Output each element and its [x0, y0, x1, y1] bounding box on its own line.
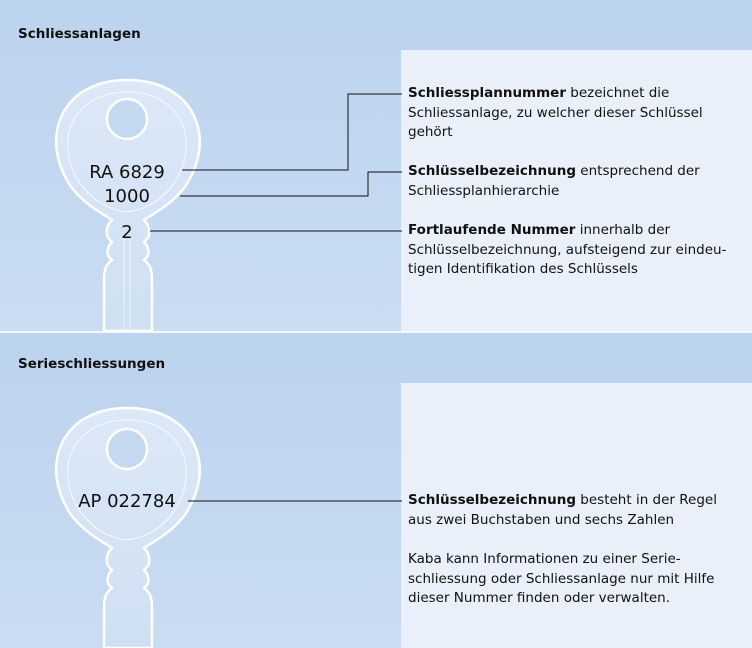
section-title-schliessanlagen: Schliessanlagen [18, 26, 141, 42]
description-item-5: Kaba kann Informationen zu einer Serie-schliessung oder Schliessanlage nur mit Hilfe dieser Nummer finden oder verwalten. [408, 551, 715, 606]
description-item-3: Fortlaufende Nummer innerhalb der Schlüsselbezeichnung, aufsteigend zur eindeu-tigen Identifikation des Schlüssels [408, 222, 727, 277]
key-illustration-1 [0, 0, 400, 331]
key-illustration-2 [0, 333, 400, 648]
description-item-1: Schliessplannummer bezeichnet die Schliessanlage, zu welcher dieser Schlüssel gehört [408, 85, 703, 140]
leader-line-1 [182, 94, 402, 170]
key-code-serie: AP 022784 [78, 491, 176, 512]
section-title-serieschliessungen: Serieschliessungen [18, 356, 166, 372]
key-hole-2 [107, 429, 147, 469]
key-sequence-number: 2 [121, 222, 133, 243]
description-item-2: Schlüsselbezeichnung entsprechend der Schliessplanhierarchie [408, 163, 700, 199]
key-code-line2: 1000 [104, 186, 150, 207]
key-code-line1: RA 6829 [89, 162, 165, 183]
key-hole-1 [107, 99, 147, 139]
leader-line-2 [180, 172, 402, 196]
description-item-4: Schlüsselbezeichnung besteht in der Regel aus zwei Buchstaben und sechs Zahlen [408, 492, 717, 528]
